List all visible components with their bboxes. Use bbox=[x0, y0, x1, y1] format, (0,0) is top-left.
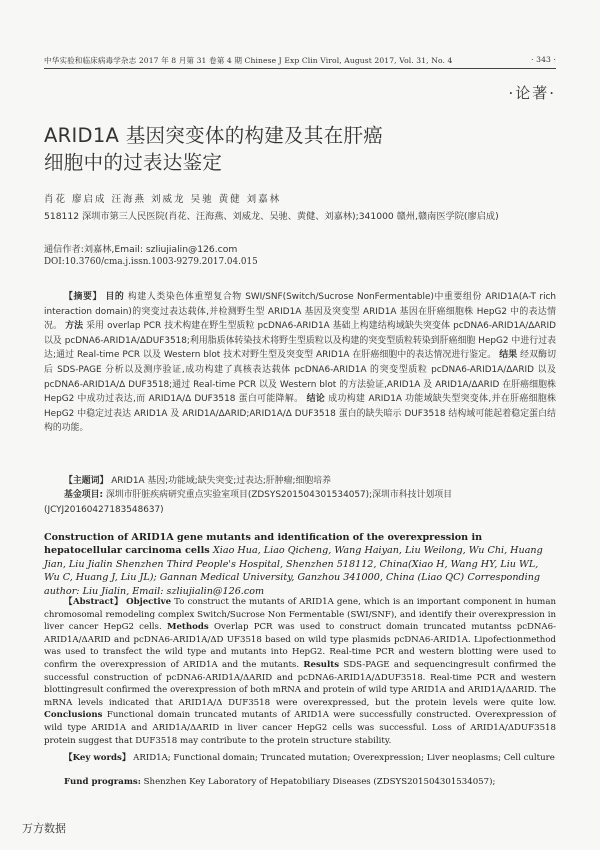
chinese-abstract bbox=[44, 290, 556, 436]
journal-citation: 中华实验和临床病毒学杂志 2017 年 8 月第 31 卷第 4 期 Chinese J Exp Clin Virol, August 2017, Vol. 31, No. 4 bbox=[44, 56, 453, 65]
title-line-2: 细胞中的过表达鉴定 bbox=[44, 151, 223, 174]
en-fund-label: Fund programs: bbox=[64, 777, 141, 787]
cn-objective-label: 目的 bbox=[105, 292, 125, 302]
article-title bbox=[44, 122, 464, 176]
en-conclusions: Functional domain truncated mutants of ARID1A were successfully constructed. Overexpression of wild type ARID1A and ARID1A/ΔARID in liver cancer HepG2 cells was successful. Loss of ARID1A/ΔDUF3518 protein suggest that DUF3518 may contribute to the protein structure stability. bbox=[44, 710, 556, 746]
cn-abstract-label: 【摘要】 bbox=[64, 292, 102, 302]
en-fund-text: Shenzhen Key Laboratory of Hepatobiliary Diseases (ZDSYS201504301534057); bbox=[143, 777, 496, 787]
section-label: ·论著· bbox=[508, 84, 556, 102]
en-affiliation: Shenzhen Third People's Hospital, Shenzhen 518112, China(Xiao H, Wang HY, Liu WL, Wu C, Huang J, Liu JL); Gannan Medical University, Ganzhou 341000, China (Liao QC) bbox=[44, 558, 539, 584]
cn-keywords-label: 【主题词】 bbox=[64, 476, 109, 486]
en-keywords bbox=[44, 752, 556, 765]
affiliation: 518112 深圳市第三人民医院(肖花、汪海燕、刘威龙、吴驰、黄健、刘嘉林);341000 赣州,赣南医学院(廖启成) bbox=[44, 211, 499, 222]
title-line-1: ARID1A 基因突变体的构建及其在肝癌 bbox=[44, 124, 384, 147]
cn-methods-label: 方法 bbox=[65, 321, 84, 332]
en-authors: Xiao Hua, Liao Qicheng, Wang Haiyan, Liu Weilong, Wu Chi, Huang Jian, Liu Jialin bbox=[44, 545, 543, 570]
en-keywords-text: ARID1A; Functional domain; Truncated mutation; Overexpression; Liver neoplasms; Cell culture bbox=[133, 753, 555, 763]
en-corresponding: Corresponding author: Liu Jialin, Email: szliujialin@126.com bbox=[44, 572, 541, 597]
cn-keywords-text: ARID1A 基因;功能域;缺失突变;过表达;肝肿瘤;细胞培养 bbox=[111, 476, 332, 486]
en-conclusions-label: Conclusions bbox=[44, 710, 103, 721]
cn-methods: 采用 overlap PCR 技术构建在野生型质粒 pcDNA6-ARID1A 基础上构建结构域缺失突变体 pcDNA6-ARID1A/ΔARID 以及 pcDNA6-ARID1A/ΔDUF3518;利用脂质体转染技术将野生型质粒以及构建的突变型质粒转染到肝癌细胞 HepG2 中进行过表达;通过 Real-time PCR 以及 Western blot 技术对野生型及突变型 ARID1A 在肝癌细胞中的表达情况进行鉴定。 bbox=[44, 321, 556, 361]
page-number: · 343 · bbox=[531, 55, 556, 64]
cn-conclusion-label: 结论 bbox=[306, 394, 326, 405]
cn-objective: 构建人类染色体重塑复合物 SWI/SNF(Switch/Sucrose NonFermentable)中重要组份 ARID1A(A-T rich interaction domain)的突变过表达载体,并检测野生型 ARID1A 基因及突变型 ARID1A 基因在肝癌细胞株 HepG2 中的表达情况。 bbox=[44, 292, 557, 332]
cn-fund bbox=[44, 488, 556, 517]
cn-fund-label: 基金项目: bbox=[64, 490, 104, 500]
en-results: SDS-PAGE and sequencingresult confirmed the successful construction of pcDNA6-ARID1A/ΔARID and pcDNA6-ARID1A/ΔDUF3518. Real-time PCR and western blottingresult confirmed the overexpression of both mRNA and protein of wild type ARID1A and ARID1A/ΔARID. The mRNA levels indicated that ARID1A/Δ DUF3518 were overexpressed, but the protein levels were quite low. bbox=[44, 659, 556, 708]
english-title-block bbox=[44, 531, 556, 598]
en-title: Construction of ARID1A gene mutants and identification of the overexpression in hepatocellular carcinoma cells bbox=[44, 532, 483, 557]
doi: DOI:10.3760/cma.j.issn.1003-9279.2017.04.015 bbox=[44, 257, 258, 267]
en-results-label: Results bbox=[303, 659, 340, 670]
en-objective: To construct the mutants of ARID1A gene, which is an important component in human chromosomal remodeling complex Switch/Sucrose Non Fermentable (SWI/SNF), and identify their overexpression in liver cancer HepG2 cells. bbox=[44, 597, 556, 633]
author-list: 肖花 廖启成 汪海燕 刘威龙 吴驰 黄健 刘嘉林 bbox=[44, 194, 282, 205]
cn-fund-text: 深圳市肝脏疾病研究重点实验室项目(ZDSYS201504301534057);深圳市科技计划项目(JCYJ20160427183548637) bbox=[44, 490, 452, 515]
running-header bbox=[44, 55, 556, 66]
cn-results: 经双酶切后 SDS-PAGE 分析以及测序验证,成功构建了真核表达载体 pcDNA6-ARID1A 的突变型质粒 pcDNA6-ARID1A/ΔARID 以及 pcDNA6-ARID1A/Δ DUF3518;通过 Real-time PCR 以及 Western blot 的方法验证,ARID1A 及 ARID1A/ΔARID 在肝癌细胞株 HepG2 中成功过表达,而 ARID1A/Δ DUF3518 蛋白可能降解。 bbox=[44, 350, 557, 405]
cn-keywords bbox=[44, 473, 556, 486]
english-abstract bbox=[44, 596, 556, 747]
en-objective-label: Objective bbox=[126, 597, 172, 607]
en-keywords-label: 【Key words】 bbox=[64, 753, 131, 763]
watermark-footer: 万方数据 bbox=[22, 822, 66, 835]
en-methods: Overlap PCR was used to construct domain truncated mutantss pcDNA6-ARID1A/ΔARID and pcDNA6-ARID1A/ΔD UF3518 based on wild type plasmids pcDNA6-ARID1A. Lipofectionmethod was used to transfect the wild type and mutants into HepG2. Real-time PCR and western blotting were used to confirm the overexpression of ARID1A and the mutants. bbox=[44, 622, 557, 670]
header-rule bbox=[44, 68, 556, 69]
en-methods-label: Methods bbox=[166, 622, 209, 633]
corresponding-author: 通信作者:刘嘉林,Email: szliujialin@126.com bbox=[44, 244, 238, 255]
cn-results-label: 结果 bbox=[499, 350, 518, 361]
cn-conclusion: 成功构建 ARID1A 功能域缺失型突变体,并在肝癌细胞株 HepG2 中稳定过表达 ARID1A 及 ARID1A/ΔARID;ARID1A/Δ DUF3518 蛋白的缺失暗示 DUF3518 结构域可能起着稳定蛋白结构的功能。 bbox=[44, 394, 556, 434]
en-fund bbox=[44, 777, 556, 787]
en-abstract-label: 【Abstract】 bbox=[64, 597, 124, 607]
